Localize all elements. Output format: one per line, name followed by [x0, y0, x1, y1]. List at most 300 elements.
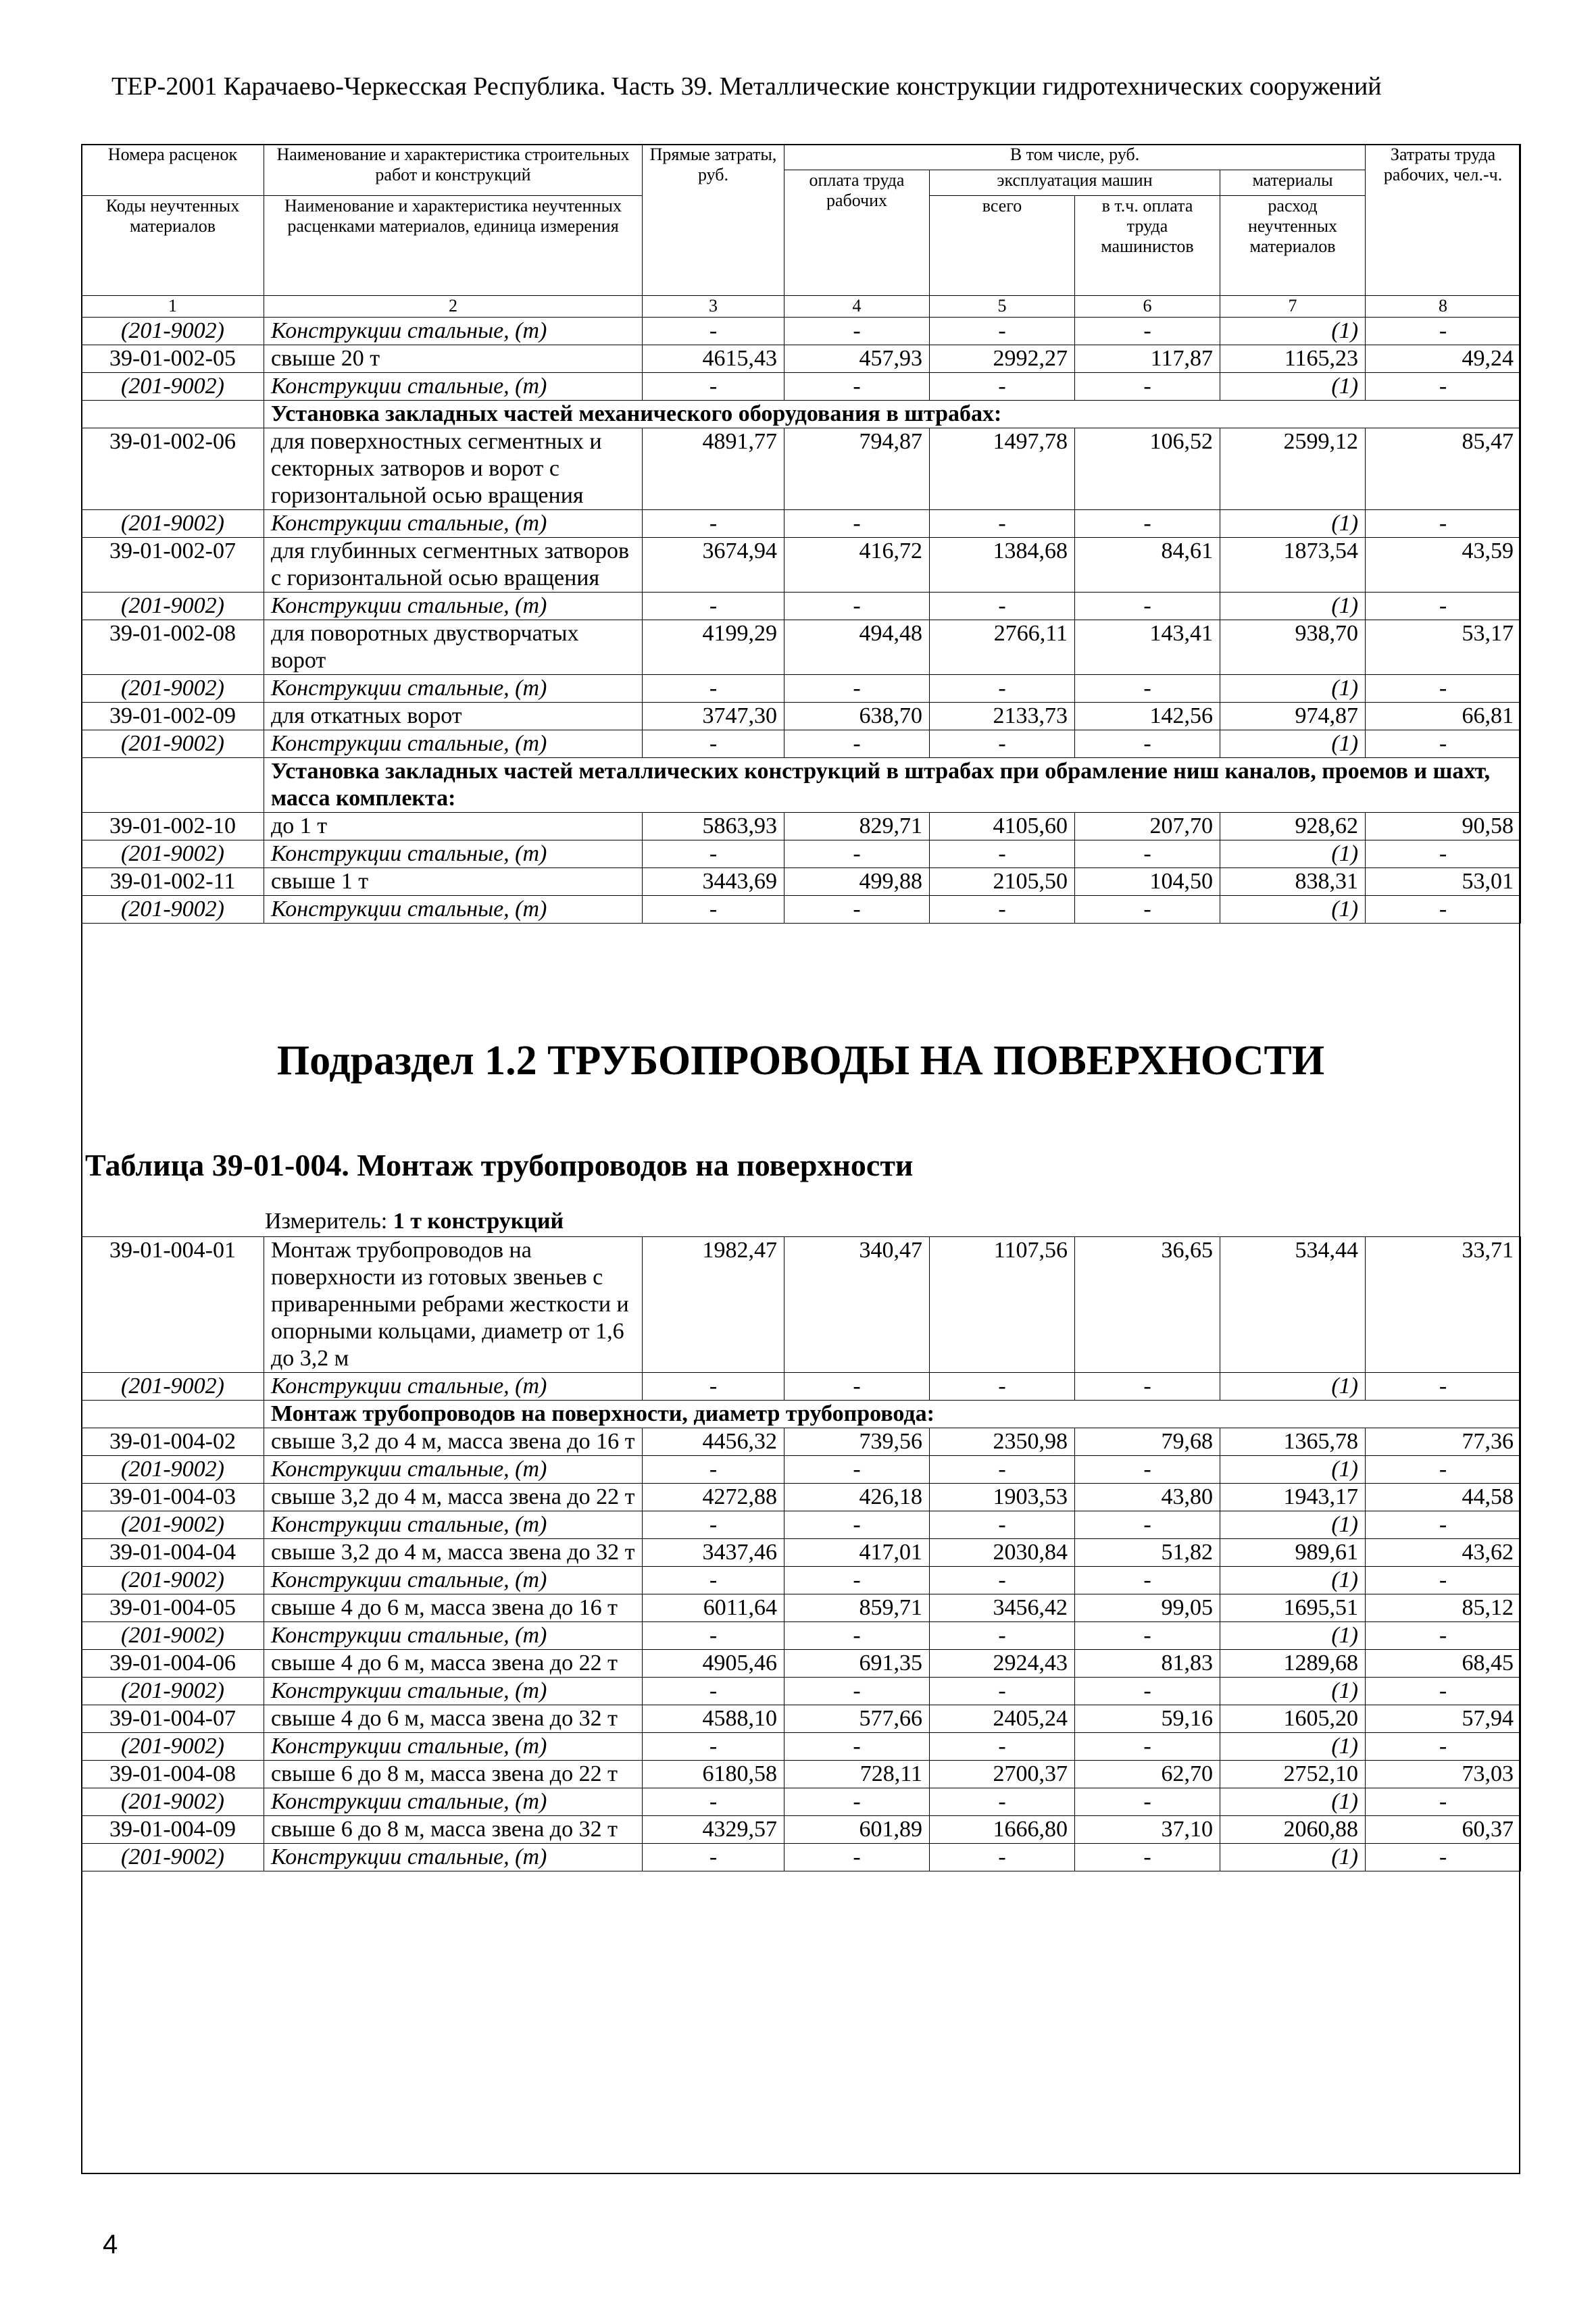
labor-hours: - — [1366, 1373, 1521, 1401]
worker-pay: - — [784, 1456, 930, 1484]
direct-cost: - — [643, 1788, 784, 1816]
rate-code: 39-01-004-08 — [82, 1761, 264, 1788]
material-consumption: 1605,20 — [1220, 1705, 1366, 1733]
machines-total: - — [930, 840, 1075, 868]
machines-total: - — [930, 730, 1075, 758]
machines-total: - — [930, 373, 1075, 401]
col-machines-total-header: всего — [930, 196, 1075, 296]
direct-cost: - — [643, 1511, 784, 1539]
worker-pay: - — [784, 510, 930, 538]
col-machinist-pay-header: в т.ч. оплата труда машинистов — [1075, 196, 1220, 296]
rate-name: свыше 20 т — [264, 345, 643, 373]
rate-row — [82, 428, 1521, 510]
rate-name: свыше 3,2 до 4 м, масса звена до 22 т — [264, 1484, 643, 1511]
material-consumption: (1) — [1220, 1373, 1366, 1401]
material-consumption: 1873,54 — [1220, 538, 1366, 593]
direct-cost: 4272,88 — [643, 1484, 784, 1511]
labor-hours: - — [1366, 1456, 1521, 1484]
material-name: Конструкции стальные, (т) — [264, 1567, 643, 1594]
col-worker-pay-header: оплата труда рабочих — [784, 170, 930, 296]
worker-pay: - — [784, 730, 930, 758]
machines-total: 2350,98 — [930, 1428, 1075, 1456]
material-code: (201-9002) — [82, 1567, 264, 1594]
worker-pay: 340,47 — [784, 1237, 930, 1373]
material-consumption: (1) — [1220, 1567, 1366, 1594]
col-number: 8 — [1366, 296, 1521, 318]
rate-name: для откатных ворот — [264, 703, 643, 730]
group-spacer — [82, 401, 264, 428]
material-code: (201-9002) — [82, 730, 264, 758]
col-material-code-header: Коды неучтенных материалов — [82, 196, 264, 296]
material-name: Конструкции стальные, (т) — [264, 1511, 643, 1539]
machines-total: 1384,68 — [930, 538, 1075, 593]
worker-pay: - — [784, 896, 930, 924]
worker-pay: 638,70 — [784, 703, 930, 730]
machinist-pay: - — [1075, 840, 1220, 868]
material-row — [82, 1456, 1521, 1484]
material-consumption: (1) — [1220, 1622, 1366, 1650]
machinist-pay: 84,61 — [1075, 538, 1220, 593]
labor-hours: 33,71 — [1366, 1237, 1521, 1373]
worker-pay: - — [784, 373, 930, 401]
worker-pay: 739,56 — [784, 1428, 930, 1456]
worker-pay: - — [784, 1788, 930, 1816]
material-code: (201-9002) — [82, 840, 264, 868]
column-numbers-row — [82, 296, 1521, 318]
labor-hours: 49,24 — [1366, 345, 1521, 373]
labor-hours: 57,94 — [1366, 1705, 1521, 1733]
worker-pay: - — [784, 1373, 930, 1401]
direct-cost: - — [643, 730, 784, 758]
machines-total: 3456,42 — [930, 1594, 1075, 1622]
material-consumption: 974,87 — [1220, 703, 1366, 730]
rate-row — [82, 703, 1521, 730]
rate-name: свыше 3,2 до 4 м, масса звена до 16 т — [264, 1428, 643, 1456]
rate-row — [82, 1705, 1521, 1733]
machinist-pay: - — [1075, 1456, 1220, 1484]
labor-hours: 68,45 — [1366, 1650, 1521, 1678]
worker-pay: 499,88 — [784, 868, 930, 896]
labor-hours: - — [1366, 1567, 1521, 1594]
rate-name: свыше 6 до 8 м, масса звена до 32 т — [264, 1816, 643, 1844]
direct-cost: 4891,77 — [643, 428, 784, 510]
col-work-name-header: Наименование и характеристика строительных работ и конструкций — [264, 145, 643, 196]
unit-line — [265, 1208, 564, 1235]
rates-table-top — [81, 144, 1521, 924]
material-code: (201-9002) — [82, 318, 264, 345]
material-code: (201-9002) — [82, 675, 264, 703]
material-row — [82, 593, 1521, 620]
machinist-pay: 36,65 — [1075, 1237, 1220, 1373]
labor-hours: - — [1366, 1678, 1521, 1705]
machinist-pay: 207,70 — [1075, 813, 1220, 840]
rate-row — [82, 1594, 1521, 1622]
col-direct-cost-header: Прямые затраты, руб. — [643, 145, 784, 296]
rate-code: 39-01-004-09 — [82, 1816, 264, 1844]
material-consumption: (1) — [1220, 1844, 1366, 1871]
worker-pay: - — [784, 675, 930, 703]
material-consumption: (1) — [1220, 730, 1366, 758]
direct-cost: - — [643, 1844, 784, 1871]
labor-hours: - — [1366, 1622, 1521, 1650]
worker-pay: 494,48 — [784, 620, 930, 675]
machines-total: - — [930, 318, 1075, 345]
machinist-pay: - — [1075, 373, 1220, 401]
material-code: (201-9002) — [82, 373, 264, 401]
material-row — [82, 510, 1521, 538]
machinist-pay: 62,70 — [1075, 1761, 1220, 1788]
labor-hours: 90,58 — [1366, 813, 1521, 840]
machinist-pay: - — [1075, 1567, 1220, 1594]
rate-code: 39-01-004-06 — [82, 1650, 264, 1678]
labor-hours: - — [1366, 730, 1521, 758]
machinist-pay: - — [1075, 1678, 1220, 1705]
material-name: Конструкции стальные, (т) — [264, 1622, 643, 1650]
labor-hours: 43,62 — [1366, 1539, 1521, 1567]
labor-hours: - — [1366, 1511, 1521, 1539]
labor-hours: - — [1366, 318, 1521, 345]
machinist-pay: - — [1075, 1788, 1220, 1816]
machines-total: - — [930, 1788, 1075, 1816]
rate-code: 39-01-004-01 — [82, 1237, 264, 1373]
machinist-pay: - — [1075, 1733, 1220, 1761]
rate-name: свыше 4 до 6 м, масса звена до 16 т — [264, 1594, 643, 1622]
material-code: (201-9002) — [82, 1456, 264, 1484]
worker-pay: - — [784, 1844, 930, 1871]
rate-row — [82, 1761, 1521, 1788]
material-code: (201-9002) — [82, 1678, 264, 1705]
machines-total: 1107,56 — [930, 1237, 1075, 1373]
direct-cost: - — [643, 1733, 784, 1761]
worker-pay: 859,71 — [784, 1594, 930, 1622]
material-name: Конструкции стальные, (т) — [264, 510, 643, 538]
material-name: Конструкции стальные, (т) — [264, 1373, 643, 1401]
material-name: Конструкции стальные, (т) — [264, 318, 643, 345]
rate-code: 39-01-002-09 — [82, 703, 264, 730]
labor-hours: 53,17 — [1366, 620, 1521, 675]
col-number: 6 — [1075, 296, 1220, 318]
worker-pay: 416,72 — [784, 538, 930, 593]
material-name: Конструкции стальные, (т) — [264, 896, 643, 924]
worker-pay: 829,71 — [784, 813, 930, 840]
machines-total: 1497,78 — [930, 428, 1075, 510]
group-heading: Установка закладных частей механического оборудования в штрабах: — [264, 401, 1521, 428]
machinist-pay: - — [1075, 1622, 1220, 1650]
material-code: (201-9002) — [82, 1788, 264, 1816]
machinist-pay: - — [1075, 675, 1220, 703]
rate-name: для поверхностных сегментных и секторных затворов и ворот с горизонтальной осью вращения — [264, 428, 643, 510]
machinist-pay: - — [1075, 1844, 1220, 1871]
machines-total: 2992,27 — [930, 345, 1075, 373]
direct-cost: - — [643, 1567, 784, 1594]
material-consumption: 1289,68 — [1220, 1650, 1366, 1678]
material-consumption: (1) — [1220, 318, 1366, 345]
machines-total: - — [930, 510, 1075, 538]
material-row — [82, 1511, 1521, 1539]
rate-code: 39-01-002-08 — [82, 620, 264, 675]
worker-pay: - — [784, 1567, 930, 1594]
labor-hours: - — [1366, 1844, 1521, 1871]
machinist-pay: 143,41 — [1075, 620, 1220, 675]
page-header: ТЕР-2001 Карачаево-Черкесская Республика. Часть 39. Металлические конструкции гидротехнических сооружений — [111, 72, 1382, 101]
material-consumption: 2060,88 — [1220, 1816, 1366, 1844]
col-materials-header: материалы — [1220, 170, 1366, 196]
subsection-title: Подраздел 1.2 ТРУБОПРОВОДЫ НА ПОВЕРХНОСТИ — [276, 1038, 1325, 1084]
direct-cost: - — [643, 1622, 784, 1650]
col-rate-number-header: Номера расценок — [82, 145, 264, 196]
rate-code: 39-01-002-05 — [82, 345, 264, 373]
group-heading: Монтаж трубопроводов на поверхности, диаметр трубопровода: — [264, 1401, 1521, 1428]
rate-row — [82, 813, 1521, 840]
machinist-pay: 99,05 — [1075, 1594, 1220, 1622]
direct-cost: - — [643, 510, 784, 538]
material-row — [82, 1788, 1521, 1816]
rate-row — [82, 1816, 1521, 1844]
direct-cost: - — [643, 675, 784, 703]
machines-total: 2700,37 — [930, 1761, 1075, 1788]
direct-cost: - — [643, 1373, 784, 1401]
machines-total: - — [930, 1844, 1075, 1871]
direct-cost: 6180,58 — [643, 1761, 784, 1788]
direct-cost: - — [643, 840, 784, 868]
material-name: Конструкции стальные, (т) — [264, 593, 643, 620]
direct-cost: - — [643, 896, 784, 924]
material-code: (201-9002) — [82, 1511, 264, 1539]
worker-pay: 577,66 — [784, 1705, 930, 1733]
machines-total: - — [930, 1567, 1075, 1594]
rate-name: для глубинных сегментных затворов с горизонтальной осью вращения — [264, 538, 643, 593]
machinist-pay: - — [1075, 730, 1220, 758]
material-consumption: 2599,12 — [1220, 428, 1366, 510]
labor-hours: 44,58 — [1366, 1484, 1521, 1511]
machines-total: 2133,73 — [930, 703, 1075, 730]
machines-total: 4105,60 — [930, 813, 1075, 840]
labor-hours: 85,47 — [1366, 428, 1521, 510]
material-name: Конструкции стальные, (т) — [264, 1678, 643, 1705]
labor-hours: - — [1366, 896, 1521, 924]
rate-row — [82, 538, 1521, 593]
material-name: Конструкции стальные, (т) — [264, 1788, 643, 1816]
rate-code: 39-01-002-11 — [82, 868, 264, 896]
rate-code: 39-01-004-02 — [82, 1428, 264, 1456]
machines-total: 2766,11 — [930, 620, 1075, 675]
machinist-pay: 79,68 — [1075, 1428, 1220, 1456]
machinist-pay: 59,16 — [1075, 1705, 1220, 1733]
worker-pay: - — [784, 1622, 930, 1650]
rate-code: 39-01-002-10 — [82, 813, 264, 840]
col-number: 4 — [784, 296, 930, 318]
rate-name: свыше 6 до 8 м, масса звена до 22 т — [264, 1761, 643, 1788]
machinist-pay: - — [1075, 593, 1220, 620]
direct-cost: - — [643, 373, 784, 401]
labor-hours: - — [1366, 593, 1521, 620]
worker-pay: 794,87 — [784, 428, 930, 510]
rate-row — [82, 1539, 1521, 1567]
material-consumption: (1) — [1220, 840, 1366, 868]
rate-row — [82, 345, 1521, 373]
labor-hours: 73,03 — [1366, 1761, 1521, 1788]
material-consumption: (1) — [1220, 593, 1366, 620]
direct-cost: 4588,10 — [643, 1705, 784, 1733]
rate-code: 39-01-004-04 — [82, 1539, 264, 1567]
material-row — [82, 1373, 1521, 1401]
direct-cost: - — [643, 593, 784, 620]
material-row — [82, 1733, 1521, 1761]
rate-row — [82, 868, 1521, 896]
material-consumption: 2752,10 — [1220, 1761, 1366, 1788]
worker-pay: 691,35 — [784, 1650, 930, 1678]
material-row — [82, 840, 1521, 868]
material-name: Конструкции стальные, (т) — [264, 373, 643, 401]
rate-code: 39-01-004-03 — [82, 1484, 264, 1511]
rate-name: свыше 1 т — [264, 868, 643, 896]
material-row — [82, 1622, 1521, 1650]
rate-code: 39-01-002-06 — [82, 428, 264, 510]
rate-row — [82, 1650, 1521, 1678]
material-name: Конструкции стальные, (т) — [264, 840, 643, 868]
rates-table-bottom — [81, 1236, 1521, 1871]
machinist-pay: 43,80 — [1075, 1484, 1220, 1511]
material-code: (201-9002) — [82, 1373, 264, 1401]
machines-total: 1666,80 — [930, 1816, 1075, 1844]
col-material-name-header: Наименование и характеристика неучтенных расценками материалов, единица измерения — [264, 196, 643, 296]
direct-cost: 4615,43 — [643, 345, 784, 373]
rate-name: свыше 3,2 до 4 м, масса звена до 32 т — [264, 1539, 643, 1567]
labor-hours: - — [1366, 510, 1521, 538]
rate-code: 39-01-002-07 — [82, 538, 264, 593]
material-row — [82, 675, 1521, 703]
top-rows — [82, 318, 1521, 924]
material-consumption: 1365,78 — [1220, 1428, 1366, 1456]
unit-value: 1 т конструкций — [393, 1209, 564, 1234]
rate-row — [82, 1428, 1521, 1456]
machines-total: - — [930, 593, 1075, 620]
col-number: 2 — [264, 296, 643, 318]
machinist-pay: - — [1075, 318, 1220, 345]
machines-total: - — [930, 1456, 1075, 1484]
material-code: (201-9002) — [82, 1733, 264, 1761]
labor-hours: 43,59 — [1366, 538, 1521, 593]
worker-pay: - — [784, 840, 930, 868]
material-row — [82, 896, 1521, 924]
machines-total: - — [930, 1678, 1075, 1705]
material-consumption: (1) — [1220, 675, 1366, 703]
machines-total: 1903,53 — [930, 1484, 1075, 1511]
material-code: (201-9002) — [82, 896, 264, 924]
material-name: Конструкции стальные, (т) — [264, 1733, 643, 1761]
col-material-consumption-header: расход неучтенных материалов — [1220, 196, 1366, 296]
direct-cost: 6011,64 — [643, 1594, 784, 1622]
material-consumption: 534,44 — [1220, 1237, 1366, 1373]
worker-pay: 426,18 — [784, 1484, 930, 1511]
labor-hours: - — [1366, 373, 1521, 401]
worker-pay: - — [784, 1733, 930, 1761]
material-consumption: 1943,17 — [1220, 1484, 1366, 1511]
machinist-pay: 106,52 — [1075, 428, 1220, 510]
col-including-header: В том числе, руб. — [784, 145, 1366, 170]
worker-pay: 417,01 — [784, 1539, 930, 1567]
material-code: (201-9002) — [82, 510, 264, 538]
worker-pay: 601,89 — [784, 1816, 930, 1844]
labor-hours: 77,36 — [1366, 1428, 1521, 1456]
rate-code: 39-01-004-07 — [82, 1705, 264, 1733]
labor-hours: 60,37 — [1366, 1816, 1521, 1844]
labor-hours: 66,81 — [1366, 703, 1521, 730]
material-row — [82, 318, 1521, 345]
machinist-pay: - — [1075, 1511, 1220, 1539]
material-consumption: (1) — [1220, 1788, 1366, 1816]
machines-total: - — [930, 1373, 1075, 1401]
direct-cost: 4905,46 — [643, 1650, 784, 1678]
worker-pay: - — [784, 1678, 930, 1705]
direct-cost: 3443,69 — [643, 868, 784, 896]
rate-code: 39-01-004-05 — [82, 1594, 264, 1622]
direct-cost: 3674,94 — [643, 538, 784, 593]
material-row — [82, 730, 1521, 758]
machinist-pay: 81,83 — [1075, 1650, 1220, 1678]
machinist-pay: - — [1075, 896, 1220, 924]
labor-hours: - — [1366, 1788, 1521, 1816]
material-consumption: (1) — [1220, 896, 1366, 924]
labor-hours: - — [1366, 675, 1521, 703]
direct-cost: 5863,93 — [643, 813, 784, 840]
material-consumption: 989,61 — [1220, 1539, 1366, 1567]
machines-total: 2405,24 — [930, 1705, 1075, 1733]
material-name: Конструкции стальные, (т) — [264, 730, 643, 758]
direct-cost: 1982,47 — [643, 1237, 784, 1373]
worker-pay: - — [784, 1511, 930, 1539]
machinist-pay: 142,56 — [1075, 703, 1220, 730]
machines-total: 2105,50 — [930, 868, 1075, 896]
bottom-rows — [82, 1237, 1521, 1871]
group-heading-row — [82, 1401, 1521, 1428]
material-code: (201-9002) — [82, 593, 264, 620]
rate-row — [82, 1484, 1521, 1511]
rate-row — [82, 620, 1521, 675]
machinist-pay: 51,82 — [1075, 1539, 1220, 1567]
material-consumption: (1) — [1220, 1733, 1366, 1761]
direct-cost: 4456,32 — [643, 1428, 784, 1456]
rate-name: до 1 т — [264, 813, 643, 840]
labor-hours: 85,12 — [1366, 1594, 1521, 1622]
machines-total: - — [930, 1622, 1075, 1650]
direct-cost: 3747,30 — [643, 703, 784, 730]
table-title: Таблица 39-01-004. Монтаж трубопроводов на поверхности — [85, 1148, 914, 1182]
group-spacer — [82, 758, 264, 813]
material-row — [82, 1844, 1521, 1871]
rate-name: свыше 4 до 6 м, масса звена до 22 т — [264, 1650, 643, 1678]
direct-cost: - — [643, 318, 784, 345]
machines-total: - — [930, 1733, 1075, 1761]
rate-row — [82, 1237, 1521, 1373]
rate-name: для поворотных двустворчатых ворот — [264, 620, 643, 675]
material-code: (201-9002) — [82, 1622, 264, 1650]
material-code: (201-9002) — [82, 1844, 264, 1871]
material-name: Конструкции стальные, (т) — [264, 1844, 643, 1871]
worker-pay: 457,93 — [784, 345, 930, 373]
machines-total: 2030,84 — [930, 1539, 1075, 1567]
col-number: 7 — [1220, 296, 1366, 318]
direct-cost: 3437,46 — [643, 1539, 784, 1567]
direct-cost: 4199,29 — [643, 620, 784, 675]
material-consumption: 938,70 — [1220, 620, 1366, 675]
material-row — [82, 1567, 1521, 1594]
worker-pay: - — [784, 318, 930, 345]
machinist-pay: 104,50 — [1075, 868, 1220, 896]
machinist-pay: - — [1075, 1373, 1220, 1401]
material-consumption: 838,31 — [1220, 868, 1366, 896]
col-labor-hours-header: Затраты труда рабочих, чел.-ч. — [1366, 145, 1521, 296]
